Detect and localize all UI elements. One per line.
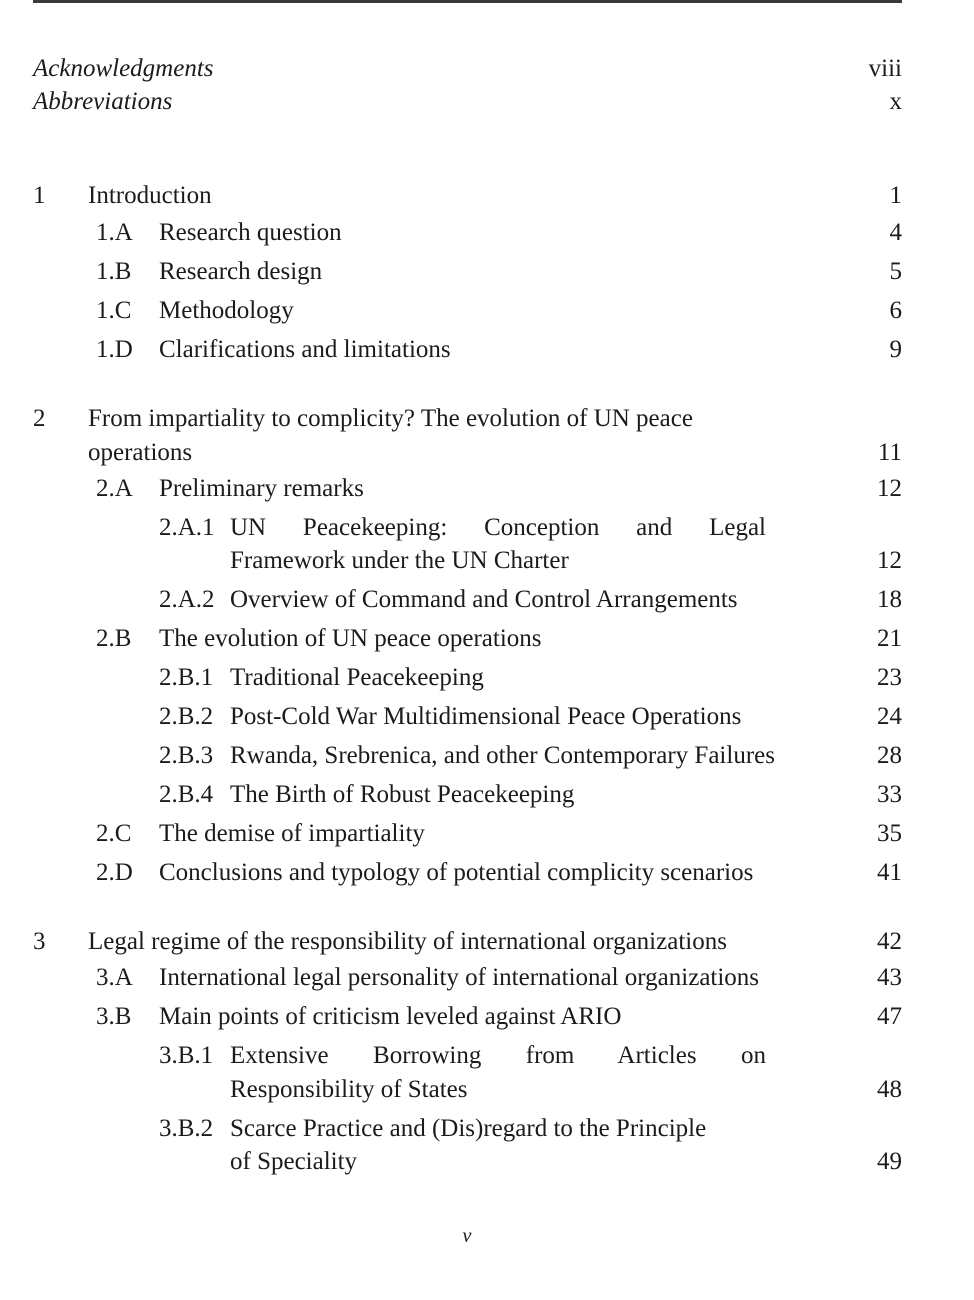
toc-page-acknowledgments: viii — [868, 55, 902, 82]
section-number: 2.C — [96, 820, 132, 847]
subsection-title-line1[interactable]: UN Peacekeeping: Conception and Legal — [230, 514, 766, 541]
toc-entry-acknowledgments[interactable]: Acknowledgments — [33, 55, 214, 82]
section-page: 21 — [877, 625, 902, 652]
subsection-page: 49 — [877, 1148, 902, 1175]
subsection-number: 3.B.1 — [159, 1042, 214, 1069]
section-number: 2.B — [96, 625, 132, 652]
chapter-page: 11 — [877, 439, 902, 466]
subsection-page: 28 — [877, 742, 902, 769]
section-title[interactable]: Main points of criticism leveled against ARIO — [159, 1003, 622, 1030]
subsection-number: 2.B.4 — [159, 781, 214, 808]
subsection-title-line2[interactable]: Framework under the UN Charter — [230, 547, 569, 574]
section-page: 6 — [889, 297, 902, 324]
chapter-title-introduction[interactable]: Introduction — [88, 182, 212, 209]
subsection-title[interactable]: Traditional Peacekeeping — [230, 664, 484, 691]
section-title[interactable]: The evolution of UN peace operations — [159, 625, 542, 652]
subsection-page: 23 — [877, 664, 902, 691]
chapter-title-line1[interactable]: From impartiality to complicity? The evolution of UN peace — [88, 405, 693, 432]
subsection-number: 2.A.2 — [159, 586, 215, 613]
subsection-title[interactable]: Rwanda, Srebrenica, and other Contemporary Failures — [230, 742, 775, 769]
top-rule — [33, 0, 902, 3]
section-page: 35 — [877, 820, 902, 847]
chapter-title-line2[interactable]: operations — [88, 439, 193, 466]
section-title[interactable]: Clarifications and limitations — [159, 336, 451, 363]
subsection-title-line2[interactable]: Responsibility of States — [230, 1076, 468, 1103]
chapter-page: 42 — [877, 928, 902, 955]
subsection-title[interactable]: Overview of Command and Control Arrangements — [230, 586, 738, 613]
toc-entry-abbreviations[interactable]: Abbreviations — [33, 88, 173, 115]
subsection-number: 2.A.1 — [159, 514, 215, 541]
section-number: 1.C — [96, 297, 132, 324]
section-title[interactable]: Conclusions and typology of potential complicity scenarios — [159, 859, 754, 886]
toc-page-abbreviations: x — [889, 88, 902, 115]
subsection-title-line1[interactable]: Scarce Practice and (Dis)regard to the Principle — [230, 1115, 707, 1142]
section-number: 3.A — [96, 964, 133, 991]
subsection-title[interactable]: The Birth of Robust Peacekeeping — [230, 781, 575, 808]
subsection-page: 18 — [877, 586, 902, 613]
section-number: 1.D — [96, 336, 133, 363]
page-folio: v — [462, 1225, 472, 1247]
subsection-page: 24 — [877, 703, 902, 730]
section-title[interactable]: Research design — [159, 258, 323, 285]
subsection-page: 48 — [877, 1076, 902, 1103]
section-title[interactable]: Preliminary remarks — [159, 475, 364, 502]
section-title[interactable]: International legal personality of international organizations — [159, 964, 760, 991]
section-number: 1.B — [96, 258, 132, 285]
chapter-page: 1 — [889, 182, 902, 209]
chapter-title[interactable]: Legal regime of the responsibility of international organizations — [88, 928, 727, 955]
section-number: 3.B — [96, 1003, 132, 1030]
section-title[interactable]: Methodology — [159, 297, 294, 324]
subsection-number: 2.B.3 — [159, 742, 214, 769]
section-title[interactable]: The demise of impartiality — [159, 820, 425, 847]
chapter-number: 1 — [33, 182, 46, 209]
subsection-number: 2.B.2 — [159, 703, 214, 730]
section-page: 4 — [889, 219, 902, 246]
section-number: 1.A — [96, 219, 133, 246]
section-number: 2.D — [96, 859, 133, 886]
section-page: 47 — [877, 1003, 902, 1030]
subsection-number: 3.B.2 — [159, 1115, 214, 1142]
chapter-number: 3 — [33, 928, 46, 955]
section-page: 43 — [877, 964, 902, 991]
subsection-title[interactable]: Post-Cold War Multidimensional Peace Operations — [230, 703, 742, 730]
section-page: 41 — [877, 859, 902, 886]
subsection-title-line2[interactable]: of Speciality — [230, 1148, 358, 1175]
chapter-number: 2 — [33, 405, 46, 432]
subsection-number: 2.B.1 — [159, 664, 214, 691]
section-title[interactable]: Research question — [159, 219, 342, 246]
subsection-page: 33 — [877, 781, 902, 808]
subsection-page: 12 — [877, 547, 902, 574]
subsection-title-line1[interactable]: Extensive Borrowing from Articles on — [230, 1042, 766, 1069]
section-page: 12 — [877, 475, 902, 502]
section-page: 5 — [889, 258, 902, 285]
section-number: 2.A — [96, 475, 133, 502]
section-page: 9 — [889, 336, 902, 363]
